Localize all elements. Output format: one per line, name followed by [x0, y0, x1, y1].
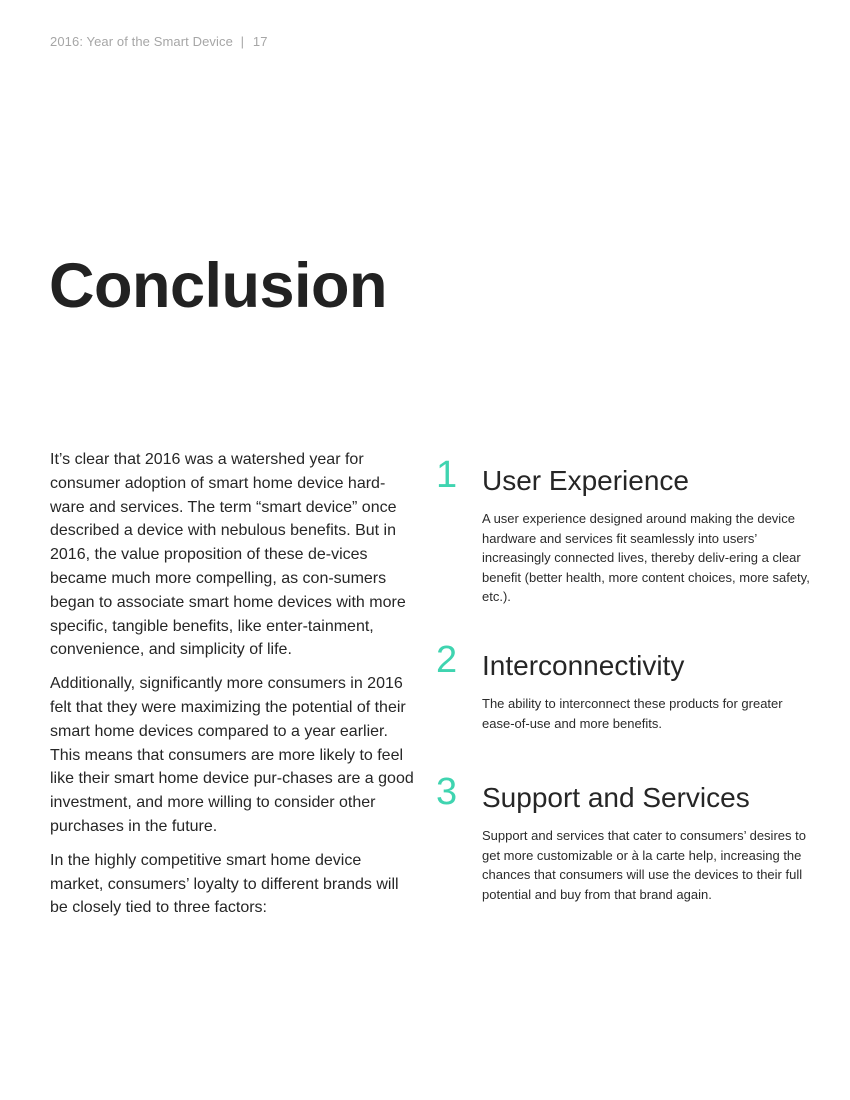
factor-description: The ability to interconnect these products for greater ease-of-use and more benefits.: [482, 696, 783, 731]
running-header: [50, 34, 268, 49]
factor-number: 1: [436, 454, 458, 496]
body-paragraph-1: It’s clear that 2016 was a watershed year for consumer adoption of smart home device hard-ware and services. The term “smart device” once described a device with nebulous benefits. But in 2016, the value proposition of these de-vices became much more compelling, as con-sumers began to associate smart home devices with more specific, tangible benefits, like enter-tainment, convenience, and simplicity of life.: [50, 451, 406, 659]
factor-number: 2: [436, 639, 458, 681]
body-paragraph-3: In the highly competitive smart home device market, consumers’ loyalty to different brands will be closely tied to three factors:: [50, 851, 399, 917]
factor-number: 3: [436, 771, 458, 813]
factor-heading: User Experience: [482, 465, 689, 496]
factor-description: Support and services that cater to consumers’ desires to get more customizable or à la carte help, increasing the chances that consumers will use the devices to their full potential and buy from that brand again.: [482, 828, 806, 902]
body-text-column: [50, 448, 415, 930]
factor-heading: Support and Services: [482, 782, 750, 813]
factor-heading: Interconnectivity: [482, 650, 685, 681]
body-paragraph-2: Additionally, significantly more consumers in 2016 felt that they were maximizing the potential of their smart home devices compared to a year earlier. This means that consumers are more likely to feel like their smart home device pur-chases are a good investment, and more willing to consider other purchases in the future.: [50, 675, 414, 835]
page-number: 17: [252, 34, 268, 49]
report-title: 2016: Year of the Smart Device: [50, 34, 233, 49]
factor-description: A user experience designed around making the device hardware and services fit seamlessly into users’ increasingly connected lives, thereby deliv-ering a clear benefit (better health, more content choices, more safety, etc.).: [482, 511, 810, 605]
page-title: Conclusion: [49, 251, 387, 321]
header-separator: |: [240, 34, 245, 49]
